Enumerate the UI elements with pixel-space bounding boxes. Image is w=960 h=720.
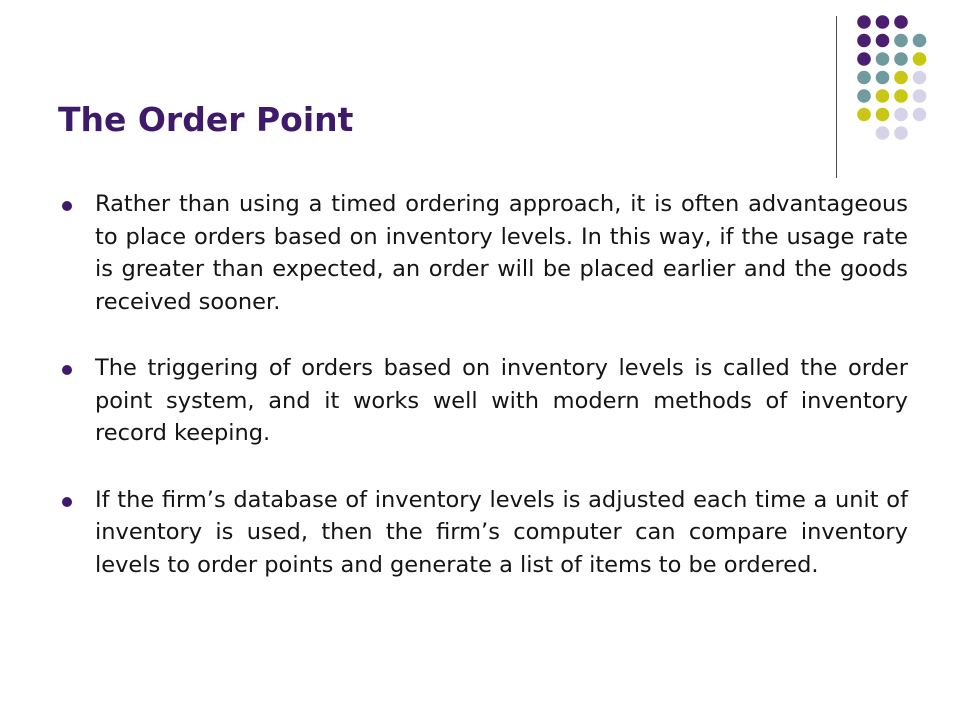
decorative-dot-grid bbox=[0, 0, 960, 180]
decorative-dot bbox=[894, 126, 908, 140]
decorative-dot bbox=[876, 108, 890, 122]
bullet-text: The triggering of orders based on inventory levels is called the order point system, and it works well with modern methods of inventory record keeping. bbox=[95, 355, 908, 446]
bullet-text: If the firm’s database of inventory levels is adjusted each time a unit of inventory is used, then the firm’s computer can compare inventory levels to order points and generate a list of items to be ordered. bbox=[95, 486, 908, 578]
decorative-dot bbox=[894, 71, 908, 85]
decorative-dot bbox=[876, 15, 890, 29]
decorative-dot bbox=[894, 52, 908, 66]
decorative-dot bbox=[876, 89, 890, 103]
bullet-marker bbox=[62, 365, 72, 375]
decorative-dot bbox=[913, 34, 927, 48]
decorative-dot bbox=[913, 52, 927, 66]
title-divider-line bbox=[836, 16, 837, 178]
decorative-dot bbox=[857, 71, 871, 85]
decorative-dot bbox=[913, 108, 927, 122]
bullet-marker bbox=[62, 497, 72, 507]
bullet-item bbox=[60, 188, 908, 318]
decorative-dot bbox=[857, 34, 871, 48]
decorative-dot bbox=[894, 15, 908, 29]
decorative-dot bbox=[894, 34, 908, 48]
decorative-dot bbox=[857, 52, 871, 66]
decorative-dot bbox=[857, 89, 871, 103]
decorative-dot bbox=[857, 108, 871, 122]
bullet-marker bbox=[62, 201, 72, 211]
bullet-item bbox=[60, 484, 908, 582]
decorative-dot bbox=[913, 89, 927, 103]
decorative-dot bbox=[876, 126, 890, 140]
slide-title: The Order Point bbox=[58, 100, 354, 139]
decorative-dot bbox=[857, 15, 871, 29]
decorative-dot bbox=[913, 71, 927, 85]
bullet-list bbox=[60, 188, 908, 615]
bullet-text: Rather than using a timed ordering approach, it is often advantageous to place orders based on inventory levels. In this way, if the usage rate is greater than expected, an order will be placed earlier and the goods received sooner. bbox=[95, 191, 908, 315]
decorative-dot bbox=[894, 108, 908, 122]
bullet-item bbox=[60, 352, 908, 450]
decorative-dot bbox=[894, 89, 908, 103]
decorative-dot bbox=[876, 52, 890, 66]
decorative-dot bbox=[876, 34, 890, 48]
decorative-dot bbox=[876, 71, 890, 85]
